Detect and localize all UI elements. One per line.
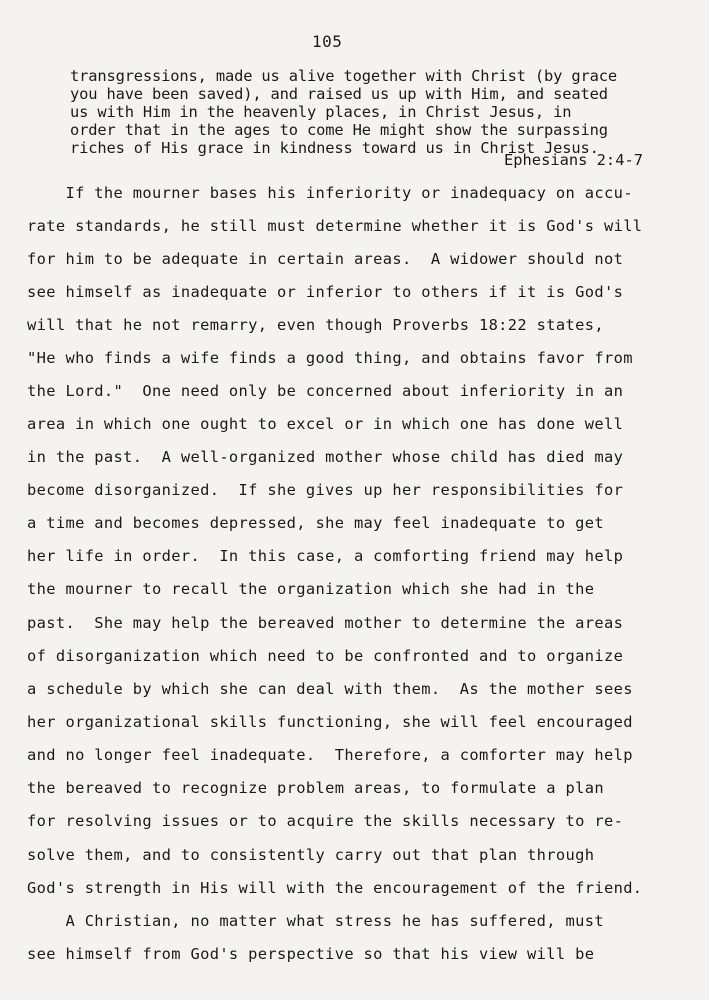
body-line: the bereaved to recognize problem areas, to formulate a plan	[27, 779, 604, 797]
body-line: rate standards, he still must determine whether it is God's will	[27, 217, 643, 235]
body-line: the Lord." One need only be concerned about inferiority in an	[27, 382, 624, 400]
quote-line: order that in the ages to come He might show the surpassing	[70, 121, 608, 139]
body-line: in the past. A well-organized mother whose child has died may	[27, 448, 624, 466]
body-line: her life in order. In this case, a comforting friend may help	[27, 547, 624, 565]
body-line: If the mourner bases his inferiority or inadequacy on accu-	[27, 184, 633, 202]
body-line: the mourner to recall the organization which she had in the	[27, 580, 595, 598]
body-line: solve them, and to consistently carry out that plan through	[27, 846, 595, 864]
body-line: for him to be adequate in certain areas. A widower should not	[27, 250, 624, 268]
body-line: and no longer feel inadequate. Therefore, a comforter may help	[27, 746, 633, 764]
body-line: see himself as inadequate or inferior to others if it is God's	[27, 283, 624, 301]
quote-citation: Ephesians 2:4-7	[504, 151, 643, 169]
body-line: become disorganized. If she gives up her responsibilities for	[27, 481, 624, 499]
body-line: see himself from God's perspective so that his view will be	[27, 945, 595, 963]
body-line: past. She may help the bereaved mother to determine the areas	[27, 614, 624, 632]
body-line: a schedule by which she can deal with them. As the mother sees	[27, 680, 633, 698]
quote-line: riches of His grace in kindness toward us in Christ Jesus.	[70, 139, 599, 157]
body-line: her organizational skills functioning, she will feel encouraged	[27, 713, 633, 731]
body-line: a time and becomes depressed, she may feel inadequate to get	[27, 514, 604, 532]
body-line: A Christian, no matter what stress he has suffered, must	[27, 912, 604, 930]
quote-line: transgressions, made us alive together with Christ (by grace	[70, 67, 617, 85]
body-line: of disorganization which need to be confronted and to organize	[27, 647, 624, 665]
body-line: "He who finds a wife finds a good thing, and obtains favor from	[27, 349, 633, 367]
body-line: for resolving issues or to acquire the skills necessary to re-	[27, 812, 624, 830]
body-line: area in which one ought to excel or in which one has done well	[27, 415, 624, 433]
quote-line: us with Him in the heavenly places, in Christ Jesus, in	[70, 103, 572, 121]
body-line: will that he not remarry, even though Proverbs 18:22 states,	[27, 316, 604, 334]
quote-line: you have been saved), and raised us up with Him, and seated	[70, 85, 608, 103]
page-number: 105	[312, 32, 343, 51]
body-line: God's strength in His will with the encouragement of the friend.	[27, 879, 643, 897]
